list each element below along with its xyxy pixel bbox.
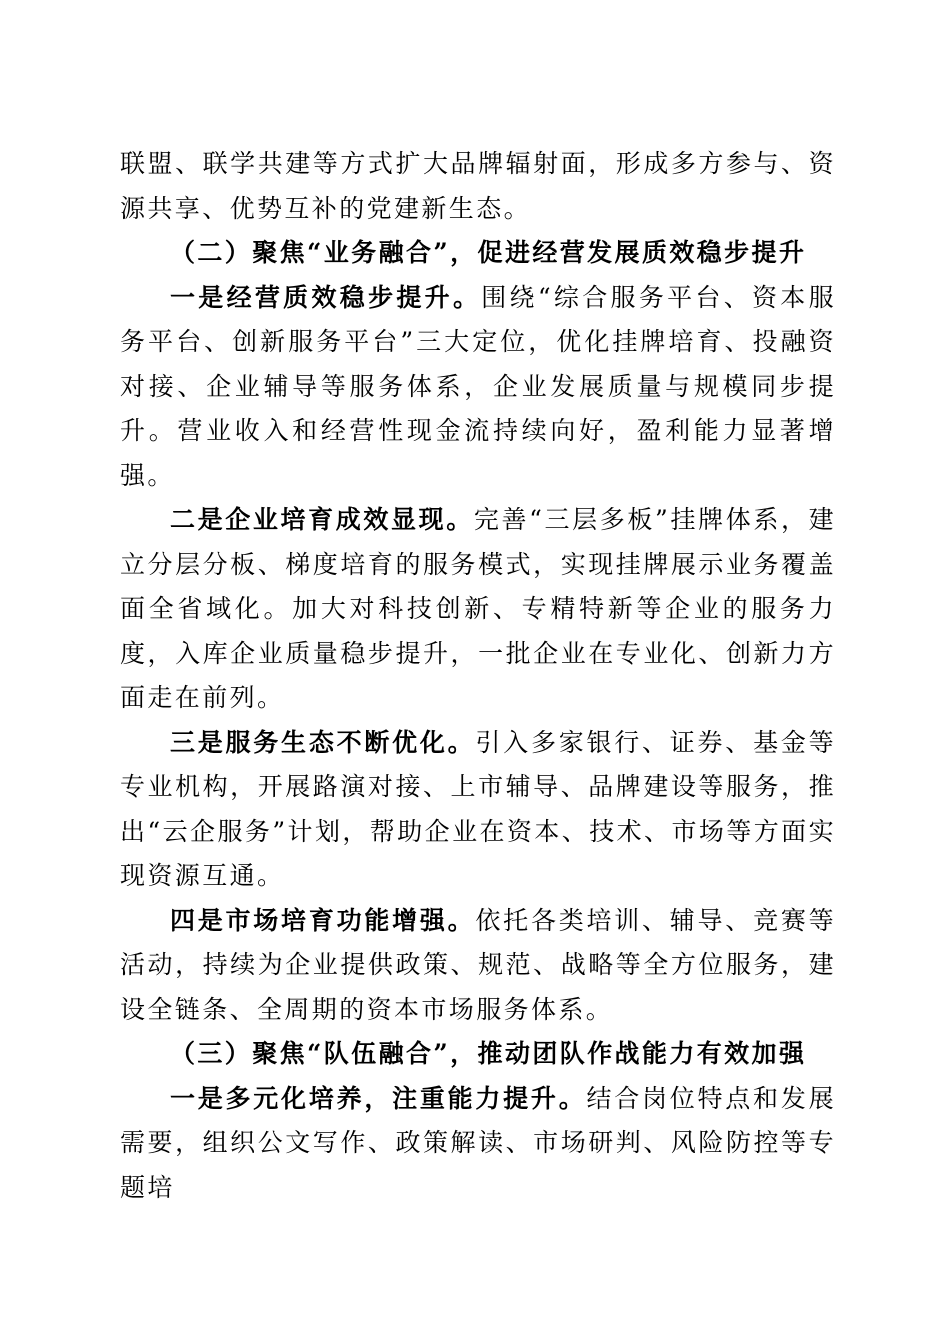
paragraph-2-lead: 二是企业培育成效显现。 <box>170 505 474 534</box>
paragraph-5-body: 结合岗位特点和发展需要，组织公文写作、政策解读、市场研判、风险防控等专题培 <box>120 1083 836 1202</box>
section-heading-3: （三）聚焦“队伍融合”，推动团队作战能力有效加强 <box>170 1039 807 1068</box>
paragraph-3 <box>120 721 836 899</box>
paragraph-4 <box>120 899 836 1033</box>
document-page <box>120 142 836 1210</box>
paragraph-1-lead: 一是经营质效稳步提升。 <box>170 282 482 312</box>
paragraph-4-lead: 四是市场培育功能增强。 <box>170 905 476 935</box>
paragraph-2-body: 完善“三层多板”挂牌体系，建立分层分板、梯度培育的服务模式，实现挂牌展示业务覆盖面全省域化。加大对科技创新、专精特新等企业的服务力度，入库企业质量稳步提升，一批企业在专业化、创新力方面走在前列。 <box>120 505 836 712</box>
paragraph-3-lead: 三是服务生态不断优化。 <box>170 727 476 757</box>
paragraph-5-lead: 一是多元化培养，注重能力提升。 <box>170 1083 587 1113</box>
paragraph-5 <box>120 1077 836 1211</box>
paragraph-1-body: 围绕“综合服务平台、资本服务平台、创新服务平台”三大定位，优化挂牌培育、投融资对接、企业辅导等服务体系，企业发展质量与规模同步提升。营业收入和经营性现金流持续向好，盈利能力显著增强。 <box>120 282 837 490</box>
paragraph-1 <box>120 276 836 499</box>
paragraph-4-body: 依托各类培训、辅导、竞赛等活动，持续为企业提供政策、规范、战略等全方位服务，建设全链条、全周期的资本市场服务体系。 <box>120 905 837 1024</box>
paragraph-2 <box>120 498 836 721</box>
section-heading-2: （二）聚焦“业务融合”，促进经营发展质效稳步提升 <box>170 238 807 267</box>
paragraph-3-body: 引入多家银行、证券、基金等专业机构，开展路演对接、上市辅导、品牌建设等服务，推出“云企服务”计划，帮助企业在资本、技术、市场等方面实现资源互通。 <box>120 727 837 890</box>
paragraph-continuation: 联盟、联学共建等方式扩大品牌辐射面，形成多方参与、资源共享、优势互补的党建新生态。 <box>120 149 836 223</box>
